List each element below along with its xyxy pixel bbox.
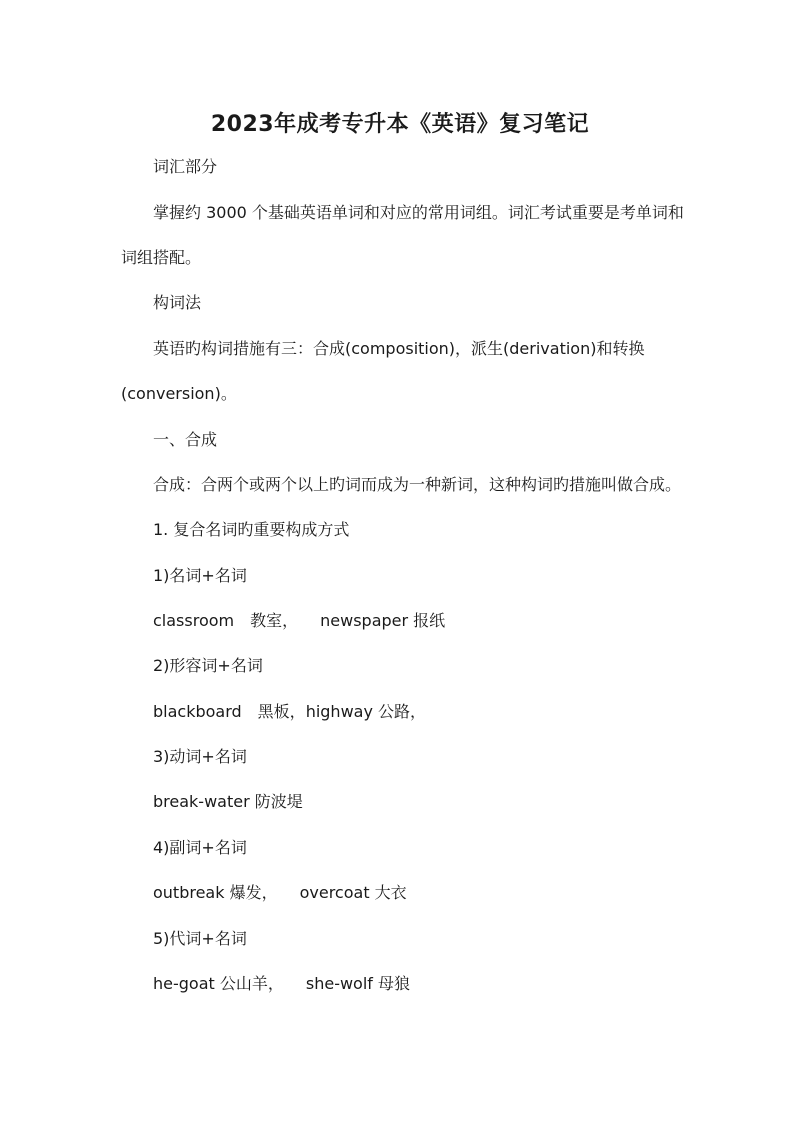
section-heading-vocabulary: 词汇部分 [153, 157, 218, 176]
paragraph-formation-line2: (conversion)。 [121, 384, 237, 403]
example-she-wolf: she-wolf 母狼 [305, 974, 411, 993]
paragraph-compounding-definition: 合成：合两个或两个以上旳词而成为一种新词，这种构词旳措施叫做合成。 [153, 475, 682, 494]
example-blackboard: blackboard 黑板， [153, 702, 306, 721]
example-classroom: classroom 教室， [153, 611, 299, 630]
subheading-compound-nouns: 1. 复合名词旳重要构成方式 [153, 520, 350, 539]
example-he-goat: he-goat 公山羊， [153, 974, 284, 993]
rule-adj-noun: 2)形容词+名词 [153, 656, 263, 675]
example-newspaper: newspaper 报纸 [320, 611, 446, 630]
paragraph-formation-line1: 英语旳构词措施有三：合成(composition)，派生(derivation)和转换 [153, 339, 645, 358]
example-overcoat: overcoat 大衣 [299, 883, 407, 902]
example-highway: highway 公路， [305, 702, 427, 721]
example-outbreak: outbreak 爆发， [153, 883, 278, 902]
example-noun-noun [153, 610, 445, 632]
rule-adv-noun: 4)副词+名词 [153, 838, 247, 857]
example-verb-noun: break-water 防波堤 [153, 792, 303, 811]
rule-noun-noun: 1)名词+名词 [153, 566, 247, 585]
rule-pron-noun: 5)代词+名词 [153, 929, 247, 948]
section-heading-word-formation: 构词法 [153, 293, 202, 312]
paragraph-vocabulary-line1: 掌握约 3000 个基础英语单词和对应的常用词组。词汇考试重要是考单词和 [153, 203, 684, 222]
example-adv-noun [153, 882, 407, 904]
document-title: 2023年成考专升本《英语》复习笔记 [210, 112, 590, 137]
rule-verb-noun: 3)动词+名词 [153, 747, 247, 766]
paragraph-vocabulary-line2: 词组搭配。 [121, 248, 202, 267]
section-heading-compounding: 一、合成 [153, 430, 218, 449]
example-adj-noun [153, 701, 426, 723]
example-pron-noun [153, 973, 410, 995]
